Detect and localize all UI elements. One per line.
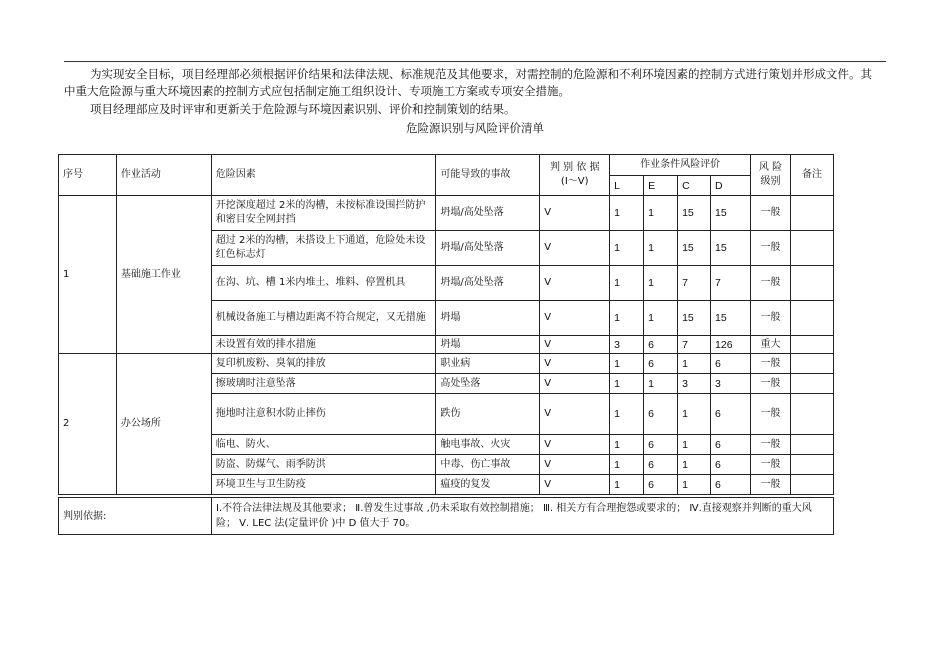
top-rule [64, 61, 886, 62]
C-cell: 15 [678, 196, 711, 231]
accident-cell: 中毒、伤亡事故 [436, 455, 540, 475]
C-cell: 15 [678, 231, 711, 266]
risk-table [58, 154, 834, 495]
D-cell: 3 [711, 374, 751, 394]
level-cell: 重大 [751, 336, 791, 354]
header-level: 风 险 级别 [751, 155, 791, 196]
E-cell: 6 [644, 354, 678, 374]
hazard-cell: 开挖深度超过 2米的沟槽，未按标准设围拦防护和密目安全网封挡 [211, 196, 436, 231]
header-hazard: 危险因素 [211, 155, 436, 196]
basis-cell: Ⅴ [540, 266, 610, 301]
basis-note-label: 判别依据: [59, 498, 212, 535]
level-cell: 一般 [751, 475, 791, 495]
E-cell: 1 [644, 374, 678, 394]
level-cell: 一般 [751, 354, 791, 374]
basis-cell: Ⅴ [540, 394, 610, 435]
header-remark: 备注 [790, 155, 833, 196]
remark-cell [790, 336, 833, 354]
hazard-cell: 复印机废粉、臭氧的排放 [211, 354, 436, 374]
L-cell: 1 [610, 196, 644, 231]
header-risk-eval: 作业条件风险评价 [610, 155, 751, 176]
D-cell: 6 [711, 354, 751, 374]
level-cell: 一般 [751, 374, 791, 394]
D-cell: 6 [711, 394, 751, 435]
E-cell: 6 [644, 455, 678, 475]
C-cell: 15 [678, 301, 711, 336]
header-L: L [610, 176, 644, 196]
D-cell: 6 [711, 455, 751, 475]
remark-cell [790, 374, 833, 394]
C-cell: 3 [678, 374, 711, 394]
table-title: 危险源识别与风险评价清单 [406, 121, 544, 135]
D-cell: 126 [711, 336, 751, 354]
accident-cell: 坍塌/高处坠落 [436, 231, 540, 266]
hazard-cell: 超过 2米的沟槽，未搭设上下通道，危险处未设红色标志灯 [211, 231, 436, 266]
accident-cell: 职业病 [436, 354, 540, 374]
C-cell: 7 [678, 266, 711, 301]
header-E: E [644, 176, 678, 196]
basis-cell: Ⅴ [540, 475, 610, 495]
header-C: C [678, 176, 711, 196]
accident-cell: 高处坠落 [436, 374, 540, 394]
hazard-cell: 拖地时注意积水防止摔伤 [211, 394, 436, 435]
hazard-cell: 擦玻璃时注意坠落 [211, 374, 436, 394]
basis-note-table [58, 497, 834, 535]
accident-cell: 坍塌 [436, 336, 540, 354]
accident-cell: 坍塌 [436, 301, 540, 336]
L-cell: 1 [610, 301, 644, 336]
level-cell: 一般 [751, 266, 791, 301]
group-activity: 办公场所 [116, 354, 211, 495]
D-cell: 15 [711, 301, 751, 336]
header-basis [540, 155, 610, 196]
header-D: D [711, 176, 751, 196]
D-cell: 7 [711, 266, 751, 301]
E-cell: 1 [644, 266, 678, 301]
E-cell: 1 [644, 196, 678, 231]
level-cell: 一般 [751, 455, 791, 475]
level-cell: 一般 [751, 394, 791, 435]
intro-paragraph-1: 为实现安全目标，项目经理部必须根据评价结果和法律法规、标准规范及其他要求，对需控制的危险源和不利环境因素的控制方式进行策划并形成文件。其中重大危险源与重大环境因素的控制方式应包括制定施工组织设计、专项施工方案或专项安全措施。 [64, 67, 872, 98]
accident-cell: 坍塌/高处坠落 [436, 266, 540, 301]
group-seq: 1 [59, 196, 117, 354]
hazard-cell: 机械设备施工与槽边距离不符合规定，又无措施 [211, 301, 436, 336]
D-cell: 6 [711, 475, 751, 495]
D-cell: 15 [711, 231, 751, 266]
accident-cell: 跌伤 [436, 394, 540, 435]
D-cell: 6 [711, 435, 751, 455]
remark-cell [790, 435, 833, 455]
hazard-cell: 在沟、坑、槽 1米内堆土、堆料、停置机具 [211, 266, 436, 301]
E-cell: 6 [644, 336, 678, 354]
E-cell: 6 [644, 435, 678, 455]
group-seq: 2 [59, 354, 117, 495]
remark-cell [790, 231, 833, 266]
L-cell: 1 [610, 231, 644, 266]
accident-cell: 触电事故、火灾 [436, 435, 540, 455]
L-cell: 1 [610, 475, 644, 495]
basis-cell: Ⅴ [540, 196, 610, 231]
E-cell: 1 [644, 231, 678, 266]
E-cell: 6 [644, 394, 678, 435]
level-cell: 一般 [751, 231, 791, 266]
C-cell: 1 [678, 435, 711, 455]
L-cell: 1 [610, 354, 644, 374]
level-cell: 一般 [751, 301, 791, 336]
hazard-cell: 防盗、防煤气、雨季防洪 [211, 455, 436, 475]
C-cell: 1 [678, 475, 711, 495]
remark-cell [790, 266, 833, 301]
basis-note-text: Ⅰ.不符合法律法规及其他要求； Ⅱ.曾发生过事故 ,仍未采取有效控制措施； Ⅲ. 相关方有合理抱怨或要求的； Ⅳ.直接观察并判断的重大风险； Ⅴ. LEC 法(定量评价 )中 D 值大于 70。 [212, 498, 834, 535]
L-cell: 1 [610, 455, 644, 475]
E-cell: 1 [644, 301, 678, 336]
header-basis-line2: (Ⅰ～Ⅴ) [560, 176, 589, 187]
C-cell: 1 [678, 394, 711, 435]
accident-cell: 坍塌/高处坠落 [436, 196, 540, 231]
basis-cell: Ⅴ [540, 455, 610, 475]
L-cell: 1 [610, 266, 644, 301]
remark-cell [790, 475, 833, 495]
L-cell: 1 [610, 374, 644, 394]
remark-cell [790, 301, 833, 336]
header-activity: 作业活动 [116, 155, 211, 196]
C-cell: 1 [678, 354, 711, 374]
basis-cell: Ⅴ [540, 374, 610, 394]
basis-cell: Ⅴ [540, 354, 610, 374]
hazard-cell: 未设置有效的排水措施 [211, 336, 436, 354]
E-cell: 6 [644, 475, 678, 495]
D-cell: 15 [711, 196, 751, 231]
hazard-cell: 临电、防火、 [211, 435, 436, 455]
level-cell: 一般 [751, 196, 791, 231]
header-accident: 可能导致的事故 [436, 155, 540, 196]
remark-cell [790, 394, 833, 435]
C-cell: 7 [678, 336, 711, 354]
L-cell: 3 [610, 336, 644, 354]
L-cell: 1 [610, 394, 644, 435]
C-cell: 1 [678, 455, 711, 475]
level-cell: 一般 [751, 435, 791, 455]
intro-paragraph-2: 项目经理部应及时评审和更新关于危险源与环境因素识别、评价和控制策划的结果。 [90, 102, 516, 116]
L-cell: 1 [610, 435, 644, 455]
basis-cell: Ⅴ [540, 301, 610, 336]
accident-cell: 瘟疫的复发 [436, 475, 540, 495]
remark-cell [790, 455, 833, 475]
hazard-cell: 环境卫生与卫生防疫 [211, 475, 436, 495]
table-row [59, 196, 834, 231]
basis-cell: Ⅴ [540, 336, 610, 354]
header-basis-line1: 判 别 依 据 [549, 162, 600, 173]
remark-cell [790, 354, 833, 374]
basis-cell: Ⅴ [540, 231, 610, 266]
group-activity: 基础施工作业 [116, 196, 211, 354]
basis-cell: Ⅴ [540, 435, 610, 455]
header-seq: 序号 [59, 155, 117, 196]
table-row [59, 354, 834, 374]
remark-cell [790, 196, 833, 231]
